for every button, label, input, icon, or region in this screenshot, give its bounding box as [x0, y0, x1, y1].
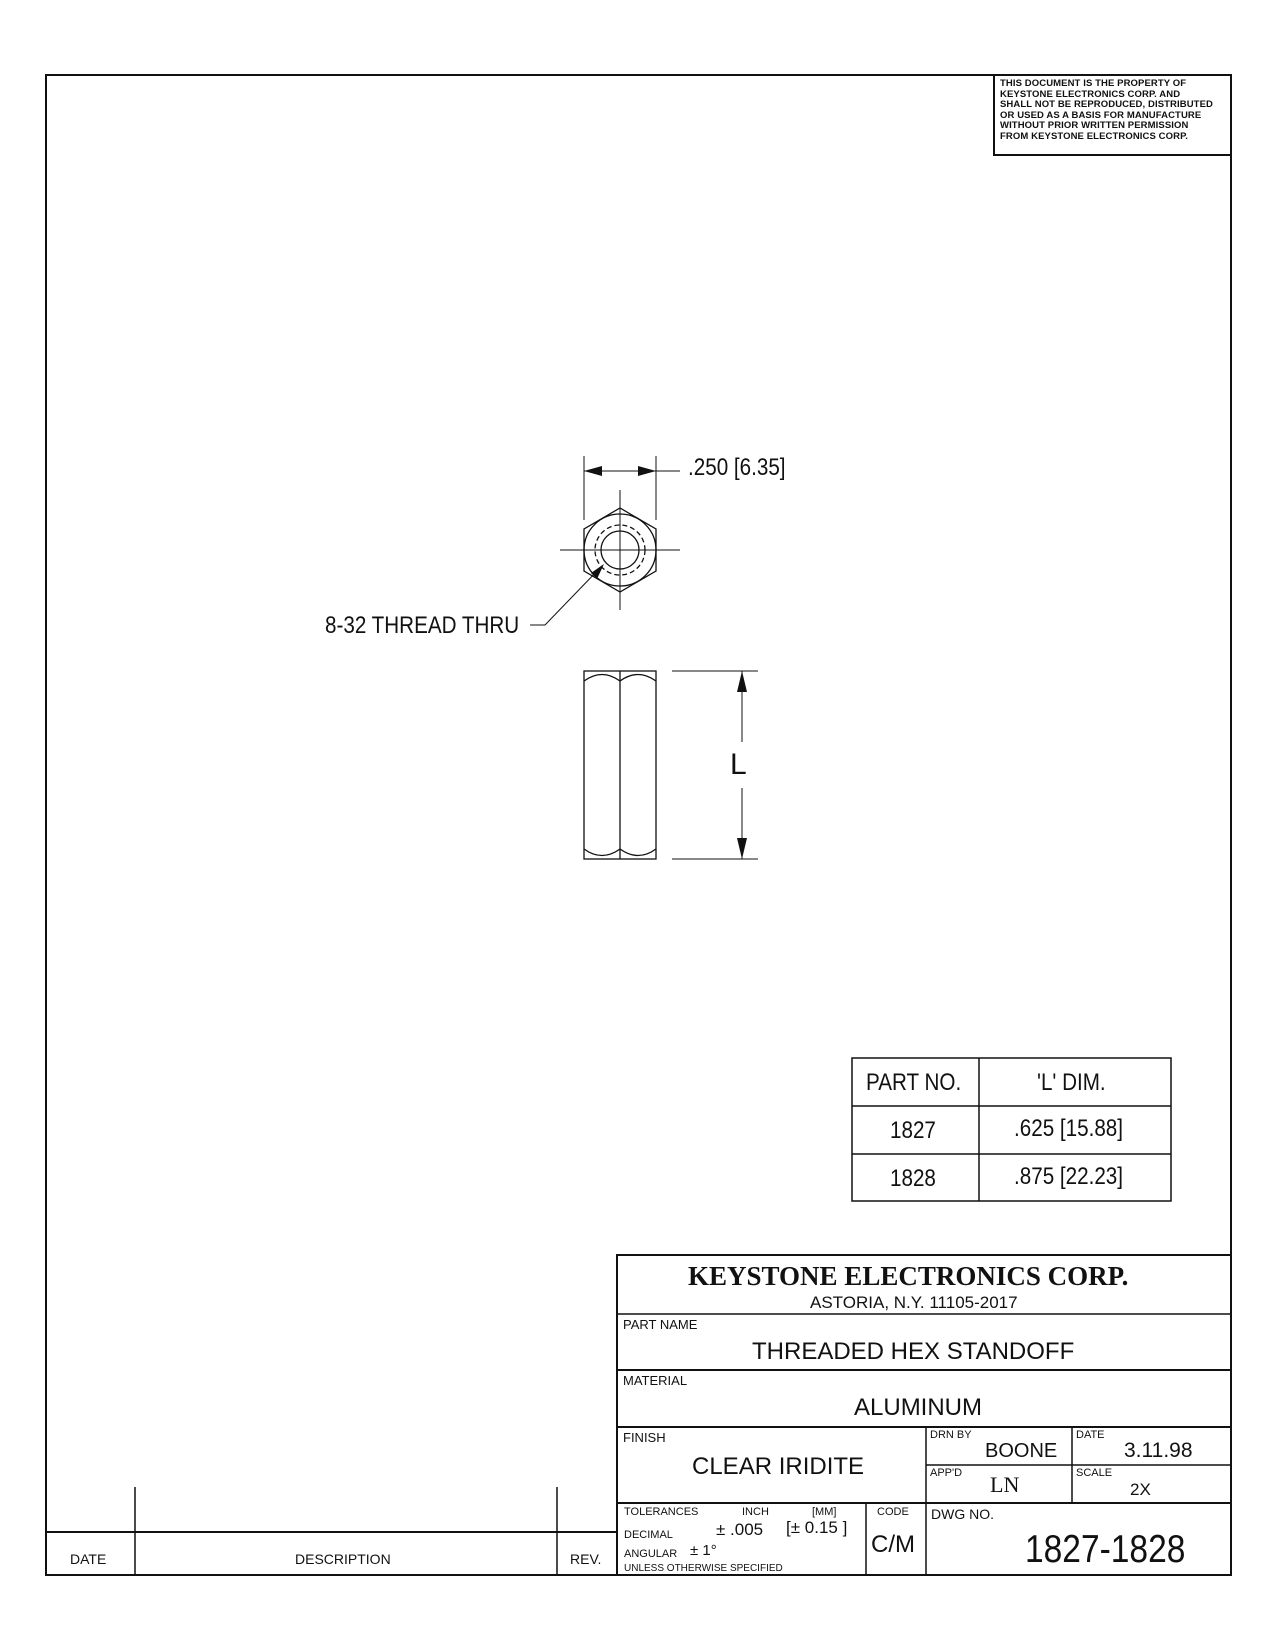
date-label: DATE: [1076, 1429, 1105, 1441]
thread-note-label: 8-32 THREAD THRU: [325, 612, 520, 639]
inch-label: INCH: [742, 1506, 769, 1518]
dwg-no-label: DWG NO.: [931, 1506, 994, 1522]
material-value: ALUMINUM: [854, 1394, 983, 1421]
copyright-notice: [1000, 79, 1213, 143]
length-dimension-label: L: [730, 748, 747, 781]
part-table-cell: 1828: [890, 1165, 936, 1192]
notice-line: OR USED AS A BASIS FOR MANUFACTURE: [1000, 109, 1202, 121]
appd-label: APP'D: [930, 1467, 963, 1479]
tolerances-label: TOLERANCES: [624, 1506, 699, 1518]
width-dimension-label: .250 [6.35]: [688, 454, 786, 481]
notice-line: THIS DOCUMENT IS THE PROPERTY OF: [1000, 78, 1187, 89]
part-name-label: PART NAME: [623, 1317, 698, 1332]
company-address: ASTORIA, N.Y. 11105-2017: [810, 1293, 1018, 1312]
date-value: 3.11.98: [1124, 1439, 1193, 1462]
code-value: C/M: [871, 1531, 915, 1558]
unless-otherwise-label: UNLESS OTHERWISE SPECIFIED: [624, 1563, 783, 1574]
code-label: CODE: [877, 1506, 909, 1518]
decimal-inch-tolerance: ± .005: [716, 1520, 764, 1539]
material-label: MATERIAL: [623, 1373, 688, 1388]
revision-description-header: DESCRIPTION: [295, 1551, 391, 1567]
part-name-value: THREADED HEX STANDOFF: [752, 1338, 1075, 1365]
drn-by-label: DRN BY: [930, 1429, 972, 1441]
drn-by-value: BOONE: [985, 1440, 1058, 1462]
part-table-cell: .625 [15.88]: [1014, 1115, 1124, 1142]
scale-value: 2X: [1130, 1480, 1151, 1499]
part-table-header-l-dim: 'L' DIM.: [1037, 1069, 1106, 1096]
revision-date-header: DATE: [70, 1551, 107, 1567]
notice-line: WITHOUT PRIOR WRITTEN PERMISSION: [1000, 120, 1189, 132]
mm-label: [MM]: [812, 1506, 837, 1518]
appd-value: LN: [990, 1472, 1020, 1497]
finish-value: CLEAR IRIDITE: [692, 1453, 865, 1480]
part-table-header-part-no: PART NO.: [866, 1069, 962, 1096]
part-table-cell: 1827: [890, 1117, 936, 1144]
notice-line: SHALL NOT BE REPRODUCED, DISTRIBUTED: [1000, 99, 1213, 111]
decimal-label: DECIMAL: [624, 1529, 673, 1541]
finish-label: FINISH: [623, 1430, 666, 1445]
revision-rev-header: REV.: [570, 1551, 602, 1567]
dwg-no-value: 1827-1828: [1025, 1528, 1186, 1571]
part-table-cell: .875 [22.23]: [1014, 1163, 1124, 1190]
scale-label: SCALE: [1076, 1467, 1113, 1479]
notice-line: KEYSTONE ELECTRONICS CORP. AND: [1000, 88, 1181, 100]
angular-tolerance: ± 1°: [690, 1542, 717, 1559]
decimal-mm-tolerance: [± 0.15 ]: [786, 1518, 848, 1537]
angular-label: ANGULAR: [624, 1548, 678, 1560]
notice-line: FROM KEYSTONE ELECTRONICS CORP.: [1000, 130, 1189, 142]
company-name: KEYSTONE ELECTRONICS CORP.: [688, 1261, 1129, 1291]
hex-end-view: [530, 456, 680, 625]
